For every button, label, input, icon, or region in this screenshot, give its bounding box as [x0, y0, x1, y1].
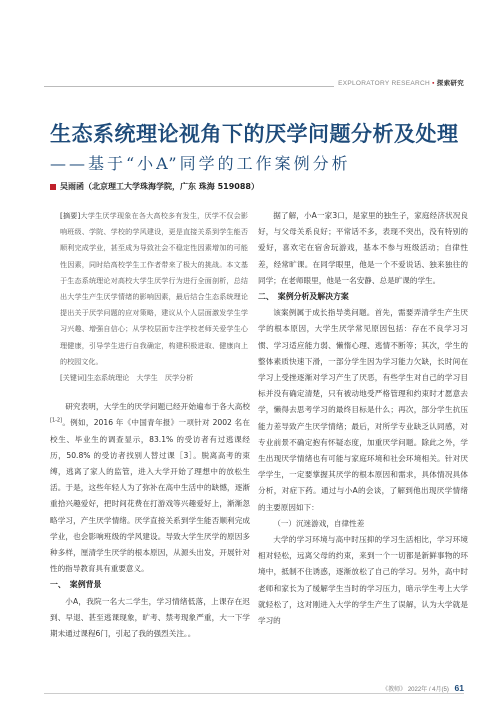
analysis-paragraph: 该案例属于成长指导类问题。首先，需要弄清学生产生厌学的根本原因，大学生厌学常见原因包括：存在不良学习习惯、学习适应能力弱、懒惰心理、逃情不断等；其次，学生的整体素质快速下滑，一部分学生因为学习能力欠缺，长时间在学习上受挫逐渐对学习产生了厌恶，有些学生对自己的学习目标并没有确定清楚，只有被动地受严格管理和约束时才愿意去学，懒得去思考学习的最终目标是什么；再次，部分学生抗压能力差导致产生厌学情绪；最后，对所学专业缺乏认同感，对专业前景不确定抱有怀疑态度，加重厌学问题。除此之外，学生出现厌学情绪也有可能与家庭环境和社会环境相关。针对厌学学生，一定要掌握其厌学的根本原因和需求，具体情况具体分析，对症下药。通过与小A的会谈，了解到他出现厌学情绪的主要原因如下： [258, 308, 468, 512]
game-paragraph: 大学的学习环境与高中时压抑的学习生活相比，学习环境相对轻松，远离父母的约束，来到一个一切都是新鲜事物的环境中，抵制不住诱惑，逐渐放松了自己的学习。另外，高中时老师和家长为了缓解学生当时的学习压力，暗示学生考上大学就轻松了，这对刚进入大学的学生产生了误解，认为大学就是学习的 [258, 535, 468, 626]
author-line [50, 181, 259, 192]
author-info: 吴雨函（北京理工大学珠海学院，广东 珠海 519088） [60, 182, 259, 191]
article-title: 生态系统理论视角下的厌学问题分析及处理 [50, 122, 459, 146]
citation-ref: [1-2] [50, 417, 63, 424]
abstract [50, 208, 250, 370]
issue-info: 2022年 / 4月(5) [407, 687, 449, 693]
footer-rule [44, 693, 464, 694]
abstract-text: 大学生厌学现象在各大高校多有发生，厌学不仅会影响班级、学院、学校的学风建设，更是直接关系到学生能否顺利完成学业，甚至成为导致社会不稳定性因素增加的可能性因素，同时给高校学生工作者带来了极大的挑战。本文基于生态系统理论对高校大学生厌学行为进行全面剖析，总结出大学生产生厌学情绪的影响因素，最后结合生态系统理论提出关于厌学问题的应对策略，建议从个人层面激发学生学习兴趣、增强自信心；从学校层面专注学校老师关爱学生心理健康，引导学生进行自我确定，构建积极进取、健康向上的校园文化。 [60, 211, 248, 366]
keywords [50, 370, 250, 386]
section-heading-1: 一、 案例背景 [50, 580, 102, 590]
intro-paragraph: 研究表明，大学生的厌学问题已经开始遍布于各大高校[1-2]。例如，2016 年《中国青年报》一项针对 2002 名在校生、毕业生的调查显示，83.1% 的受访者有过逃课经历，50.8% 的受访者找别人替过课［3］。脱离高考的束缚，逃离了家人的监管，进入大学开始了理想中的放松生活。于是，这些年轻人为了弥补在高中生活中的缺憾，逐渐重拾兴趣爱好，把时间花费在打游戏等兴趣爱好上，渐渐忽略学习，产生厌学情绪。厌学直接关系到学生能否顺利完成学业，也会影响班级的学风建设。导致大学生厌学的原因多种多样，厘清学生厌学的根本原因，从源头出发，开展针对性的指导教育具有重要意义。 [50, 402, 250, 574]
keywords-label: [关键词] [60, 373, 87, 383]
section-heading-2: 二、 案例分析及解决方案 [258, 292, 349, 302]
left-column [50, 208, 250, 642]
right-column [258, 208, 468, 629]
background-paragraph: 据了解，小A一家3口，是家里的独生子，家庭经济状况良好，与父母关系良好；平常话不多，表现不突出，没有特别的爱好，喜欢宅在宿舍玩游戏，基本不参与班级活动；自律性差，经常旷课。在同学眼里，他是一个不爱说话、独来独往的同学；在老师眼里，他是一名安静、总是旷课的学生。 [258, 211, 468, 285]
red-square-icon [50, 184, 56, 190]
header-separator: ▪ [432, 80, 435, 87]
header-section: 探索研究 [436, 80, 464, 87]
page-number: 61 [454, 683, 464, 693]
journal-name: 《教师》 [382, 687, 407, 693]
section-header [334, 78, 464, 87]
subsection-heading-1: （一）沉迷游戏，自律性差 [273, 518, 365, 528]
page-footer [382, 683, 464, 693]
article-subtitle: ——基于“小A”同学的工作案例分析 [50, 154, 351, 173]
header-series: EXPLORATORY RESEARCH [338, 80, 430, 87]
case-paragraph: 小A，我院一名大二学生，学习情绪低落，上课存在迟到、早退、甚至逃课现象，旷考、禁考现象严重，大一下学期未通过课程6门，引起了我的强烈关注。。 [50, 596, 250, 639]
keywords-text: 生态系统理论 大学生 厌学分析 [86, 373, 194, 383]
abstract-label: [摘要] [60, 211, 81, 220]
